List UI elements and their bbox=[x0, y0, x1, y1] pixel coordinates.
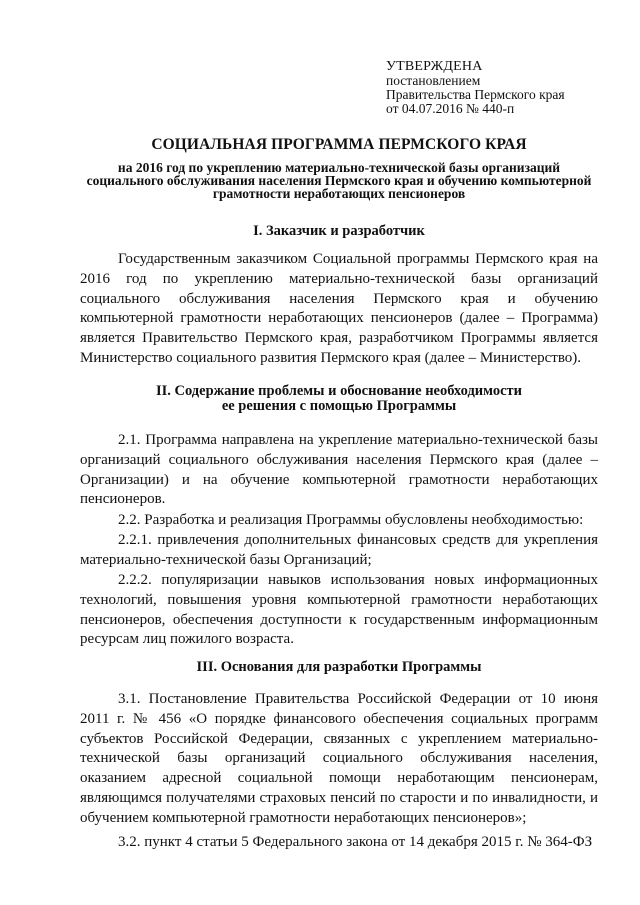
title-subtitle: на 2016 год по укреплению материально-технической базы организаций социального обслуживания населения Пермского края и обучению компьютерной грамотности неработающих пенсионеров bbox=[86, 160, 592, 201]
title-main: СОЦИАЛЬНАЯ ПРОГРАММА ПЕРМСКОГО КРАЯ bbox=[151, 136, 527, 153]
section-2-paragraph-2-2-2: 2.2.2. популяризации навыков использования новых информационных технологий, повышения уровня компьютерной грамотности неработающих пенсионеров, обеспечения доступности к государственным информационным ресурсам лиц пожилого возраста. bbox=[80, 572, 598, 648]
section-3-paragraph-3-1: 3.1. Постановление Правительства Российской Федерации от 10 июня 2011 г. № 456 «О порядке финансового обеспечения социальных программ субъектов Российской Федерации, связанных с укреплением материально-технической базы организаций социального обслуживания населения, оказанием адресной социальной помощи неработающим пенсионерам, являющимся получателями страховых пенсий по старости и по инвалидности, и обучением компьютерной грамотности неработающих пенсионеров»; bbox=[80, 691, 598, 826]
section-2-heading-line-1: II. Содержание проблемы и обоснование необходимости bbox=[155, 383, 523, 399]
document-title bbox=[80, 136, 598, 200]
approval-stamp bbox=[386, 60, 565, 116]
approval-line-approved: УТВЕРЖДЕНА bbox=[386, 59, 483, 74]
section-2-heading bbox=[80, 384, 598, 414]
section-2-heading-line-2: ее решения с помощью Программы bbox=[221, 398, 457, 414]
section-2-paragraph-2-2-1: 2.2.1. привлечения дополнительных финансовых средств для укрепления материально-технической базы Организаций; bbox=[80, 532, 598, 568]
section-3-paragraph-3-2: 3.2. пункт 4 статьи 5 Федерального закона от 14 декабря 2015 г. № 364-ФЗ bbox=[118, 834, 593, 850]
section-1-paragraph-1: Государственным заказчиком Социальной программы Пермского края на 2016 год по укреплению материально-технической базы организаций социального обслуживания населения Пермского края и обучению компьютерной грамотности неработающих пенсионеров (далее – Программа) является Правительство Пермского края, разработчиком Программы является Министерство социального развития Пермского края (далее – Министерство). bbox=[80, 251, 598, 366]
section-1-heading: I. Заказчик и разработчик bbox=[253, 223, 425, 239]
approval-line-government: Правительства Пермского края bbox=[386, 87, 565, 102]
approval-line-date: от 04.07.2016 № 440-п bbox=[386, 101, 515, 116]
section-2-paragraph-2-2: 2.2. Разработка и реализация Программы обусловлены необходимостью: bbox=[118, 512, 584, 528]
section-2-paragraph-2-1: 2.1. Программа направлена на укрепление материально-технической базы организаций социального обслуживания населения Пермского края (далее – Организации) и на обучение компьютерной грамотности неработающих пенсионеров. bbox=[80, 432, 598, 508]
approval-line-decree: постановлением bbox=[386, 73, 481, 88]
section-3-heading: III. Основания для разработки Программы bbox=[196, 659, 482, 675]
